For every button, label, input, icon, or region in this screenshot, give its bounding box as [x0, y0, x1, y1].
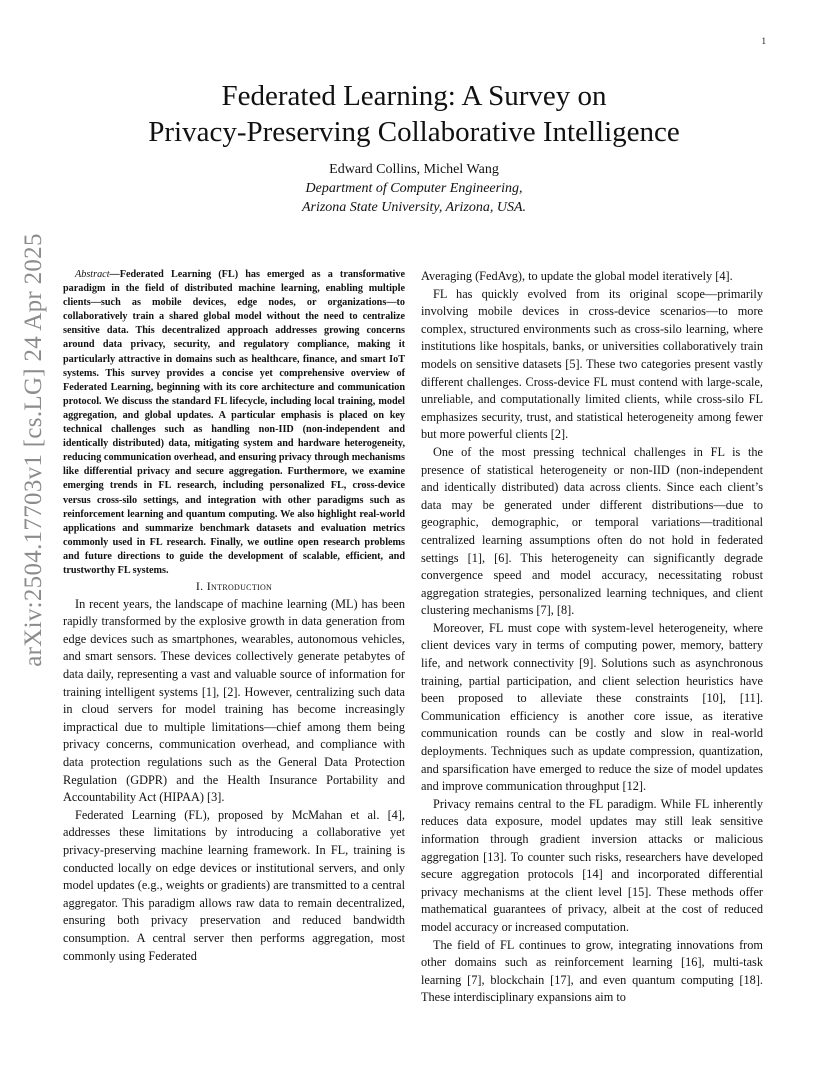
title-line-1: Federated Learning: A Survey on — [221, 80, 607, 112]
abstract — [63, 268, 405, 578]
section-heading-introduction: I. Introduction — [195, 579, 273, 594]
intro-paragraph-5: Moreover, FL must cope with system-level heterogeneity, where client devices vary in terms of computing power, memory, battery life, and network connectivity [9]. Solutions such as asynchronous training, partial participation, and client selection heuristics have been proposed to alleviate these constraints [10], [11]. Communication efficiency is another core issue, as iterative communication rounds can be costly and slow in real-world deployments. Techniques such as update compression, quantization, and sparsification have emerged to reduce the size of model updates and improve communication throughput [12]. — [421, 620, 763, 794]
intro-paragraph-1: In recent years, the landscape of machine learning (ML) has been rapidly transformed by the explosive growth in data generation from edge devices such as smartphones, wearables, autonomous vehicles, and smart sensors. These devices collectively generate petabytes of data daily, representing a vast and valuable source of information for training intelligent systems [1], [2]. However, centralizing such data in cloud servers for model training has become increasingly impractical due to multiple limitations—chief among them being privacy concerns, communication overhead, and compliance with data protection regulations such as the General Data Protection Regulation (GDPR) and the Health Insurance Portability and Accountability Act (HIPAA) [3]. — [63, 596, 405, 805]
abstract-label: Abstract — [75, 269, 110, 280]
title-line-2: Privacy-Preserving Collaborative Intelligence — [148, 116, 680, 148]
affiliation — [60, 179, 768, 217]
left-column — [63, 268, 405, 965]
right-column — [421, 268, 763, 1007]
page-number: 1 — [761, 36, 766, 46]
intro-paragraph-3: FL has quickly evolved from its original scope—primarily involving mobile devices in cross-device scenarios—to more complex, structured environments such as cross-silo learning, where institutions like hospitals, banks, or universities collaboratively train models on sensitive datasets [5]. These two categories present vastly different challenges. Cross-device FL must contend with large-scale, unreliable, and computationally limited clients, while cross-silo FL emphasizes security, trust, and statistical heterogeneity among fewer but more powerful clients [2]. — [421, 286, 763, 442]
affiliation-line-2: Arizona State University, Arizona, USA. — [301, 200, 527, 215]
intro-paragraph-4: One of the most pressing technical challenges in FL is the presence of statistical heterogeneity or non-IID (non-independent and identically distributed) data across clients. Since each client’s data may be generated under different distributions—due to geographic, demographic, or temporal variations—traditional centralized learning assumptions often do not hold in federated settings [1], [6]. This heterogeneity can significantly degrade convergence speed and model accuracy, necessitating robust aggregation strategies, personalized learning techniques, and client clustering mechanisms [7], [8]. — [421, 444, 763, 618]
intro-paragraph-6: Privacy remains central to the FL paradigm. While FL inherently reduces data exposure, model updates may still leak sensitive information through gradient inversion attacks or malicious aggregation [13]. To counter such risks, researchers have developed secure aggregation protocols [14] and incorporated differential privacy mechanisms at the client level [15]. These methods offer mathematical guarantees of privacy, albeit at the cost of reduced model accuracy or increased computation. — [421, 796, 763, 934]
intro-paragraph-2: Federated Learning (FL), proposed by McMahan et al. [4], addresses these limitations by introducing a collaborative yet privacy-preserving machine learning framework. In FL, training is conducted locally on edge devices or institutional servers, and only model updates (e.g., weights or gradients) are transmitted to a central aggregator. This paradigm allows raw data to remain decentralized, ensuring both privacy preservation and reduced bandwidth consumption. A central server then performs aggregation, most commonly using Federated — [63, 807, 405, 963]
intro-paragraph-7: The field of FL continues to grow, integrating innovations from other domains such as reinforcement learning [16], multi-task learning [7], blockchain [17], and even quantum computing [18]. These interdisciplinary expansions aim to — [421, 937, 763, 1005]
paper-title — [60, 78, 768, 150]
intro-continuation: Averaging (FedAvg), to update the global model iteratively [4]. — [421, 269, 733, 283]
arxiv-stamp-text: arXiv:2504.17703v1 [cs.LG] 24 Apr 2025 — [20, 233, 47, 667]
affiliation-line-1: Department of Computer Engineering, — [305, 181, 523, 196]
authors: Edward Collins, Michel Wang — [329, 162, 499, 177]
abstract-text: —Federated Learning (FL) has emerged as a transformative paradigm in the field of distributed machine learning, enabling multiple clients—such as mobile devices, edge nodes, or organizations—to collaboratively train a shared global model without the need to centralize sensitive data. This decentralized approach addresses growing concerns around data privacy, security, and regulatory compliance, making it particularly attractive in domains such as healthcare, finance, and smart IoT systems. This survey provides a concise yet comprehensive overview of Federated Learning, beginning with its core architecture and communication protocol. We discuss the standard FL lifecycle, including local training, model aggregation, and global updates. A particular emphasis is placed on key technical challenges such as handling non-IID (non-independent and identically distributed) data, mitigating system and hardware heterogeneity, reducing communication overhead, and ensuring privacy through mechanisms like differential privacy and secure aggregation. Furthermore, we examine emerging trends in FL research, including personalized FL, cross-device versus cross-silo settings, and integration with other paradigms such as reinforcement learning and quantum computing. We also highlight real-world applications and summarize benchmark datasets and evaluation metrics commonly used in FL research. Finally, we outline open research problems and future directions to guide the development of scalable, efficient, and trustworthy FL systems. — [63, 269, 405, 576]
